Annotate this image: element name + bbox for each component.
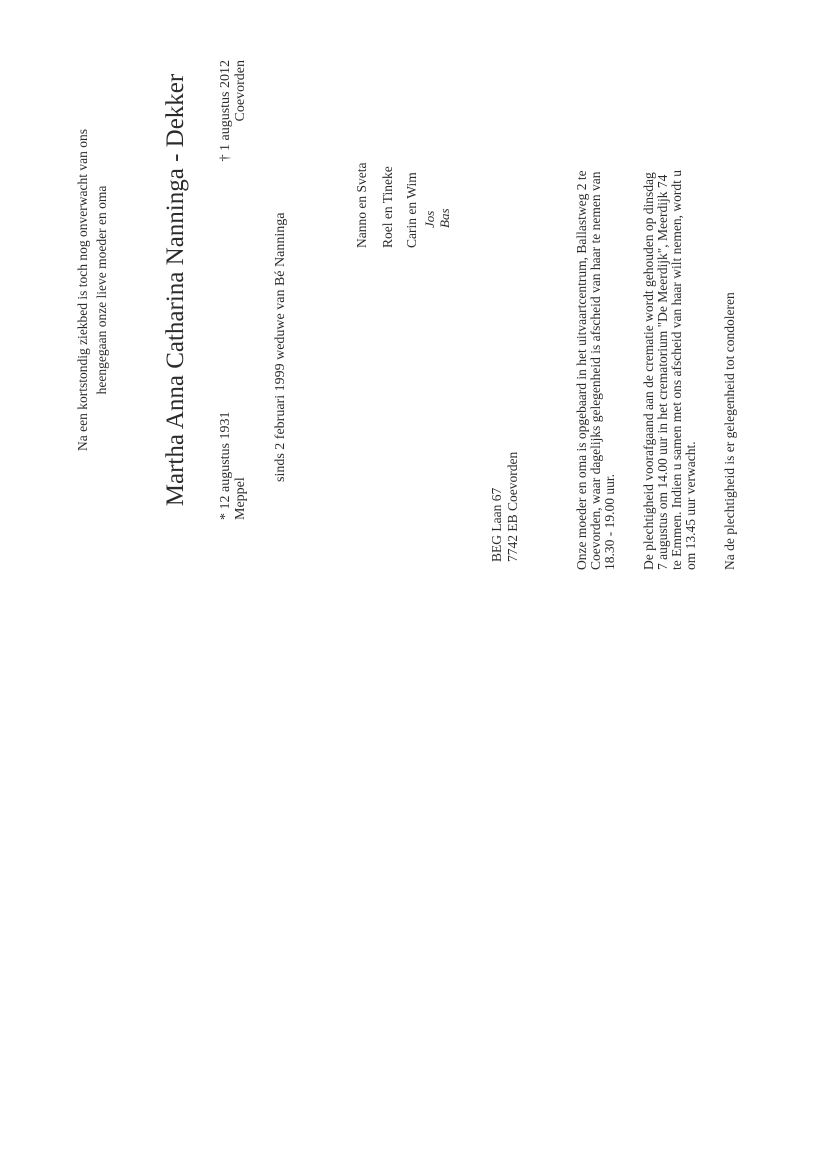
paragraph-line: Coevorden, waar dagelijks gelegenheid is afscheid van haar te nemen van xyxy=(588,171,603,570)
grandchild: Bas xyxy=(437,208,452,228)
widow-line: sinds 2 februari 1999 weduwe van Bé Nanninga xyxy=(273,212,288,482)
deceased-name: Martha Anna Catharina Nanninga - Dekker xyxy=(162,73,189,507)
obituary-card xyxy=(60,10,750,570)
death-place: Coevorden xyxy=(233,60,248,122)
birth-date: * 12 augustus 1931 xyxy=(218,411,233,520)
paragraph-condolence xyxy=(723,25,737,570)
paragraph-line: Onze moeder en oma is opgebaard in het uitvaartcentrum, Ballastweg 2 te xyxy=(574,170,589,570)
death-date: † 1 augustus 2012 xyxy=(218,60,233,162)
address-street: BEG Laan 67 xyxy=(489,487,504,562)
paragraph-viewing xyxy=(575,25,617,570)
paragraph-line: 7 augustus om 14.00 uur in het crematorium "De Meerdijk", Meerdijk 74 xyxy=(655,174,670,570)
birth-place: Meppel xyxy=(233,477,248,520)
paragraph-line: te Emmen. Indien u samen met ons afscheid van haar wilt nemen, wordt u xyxy=(669,169,684,570)
address-city: 7742 EB Coevorden xyxy=(505,451,520,562)
paragraph-ceremony xyxy=(642,25,698,570)
paragraph-line: om 13.45 uur verwacht. xyxy=(683,441,698,570)
family-member: Carin en Wim xyxy=(404,172,419,248)
opening-line-1: Na een kortstondig ziekbed is toch nog onverwacht van ons xyxy=(75,128,90,452)
paragraph-line: 18.30 - 19.00 uur. xyxy=(602,474,617,570)
paragraph-line: Na de plechtigheid is er gelegenheid tot condoleren xyxy=(722,292,737,570)
opening-line-2: heengegaan onze lieve moeder en oma xyxy=(94,185,109,395)
family-member: Nanno en Sveta xyxy=(354,162,369,248)
family-member: Roel en Tineke xyxy=(380,166,395,248)
grandchild: Jos xyxy=(422,210,437,228)
paragraph-line: De plechtigheid voorafgaand aan de crematie wordt gehouden op dinsdag xyxy=(641,172,656,570)
